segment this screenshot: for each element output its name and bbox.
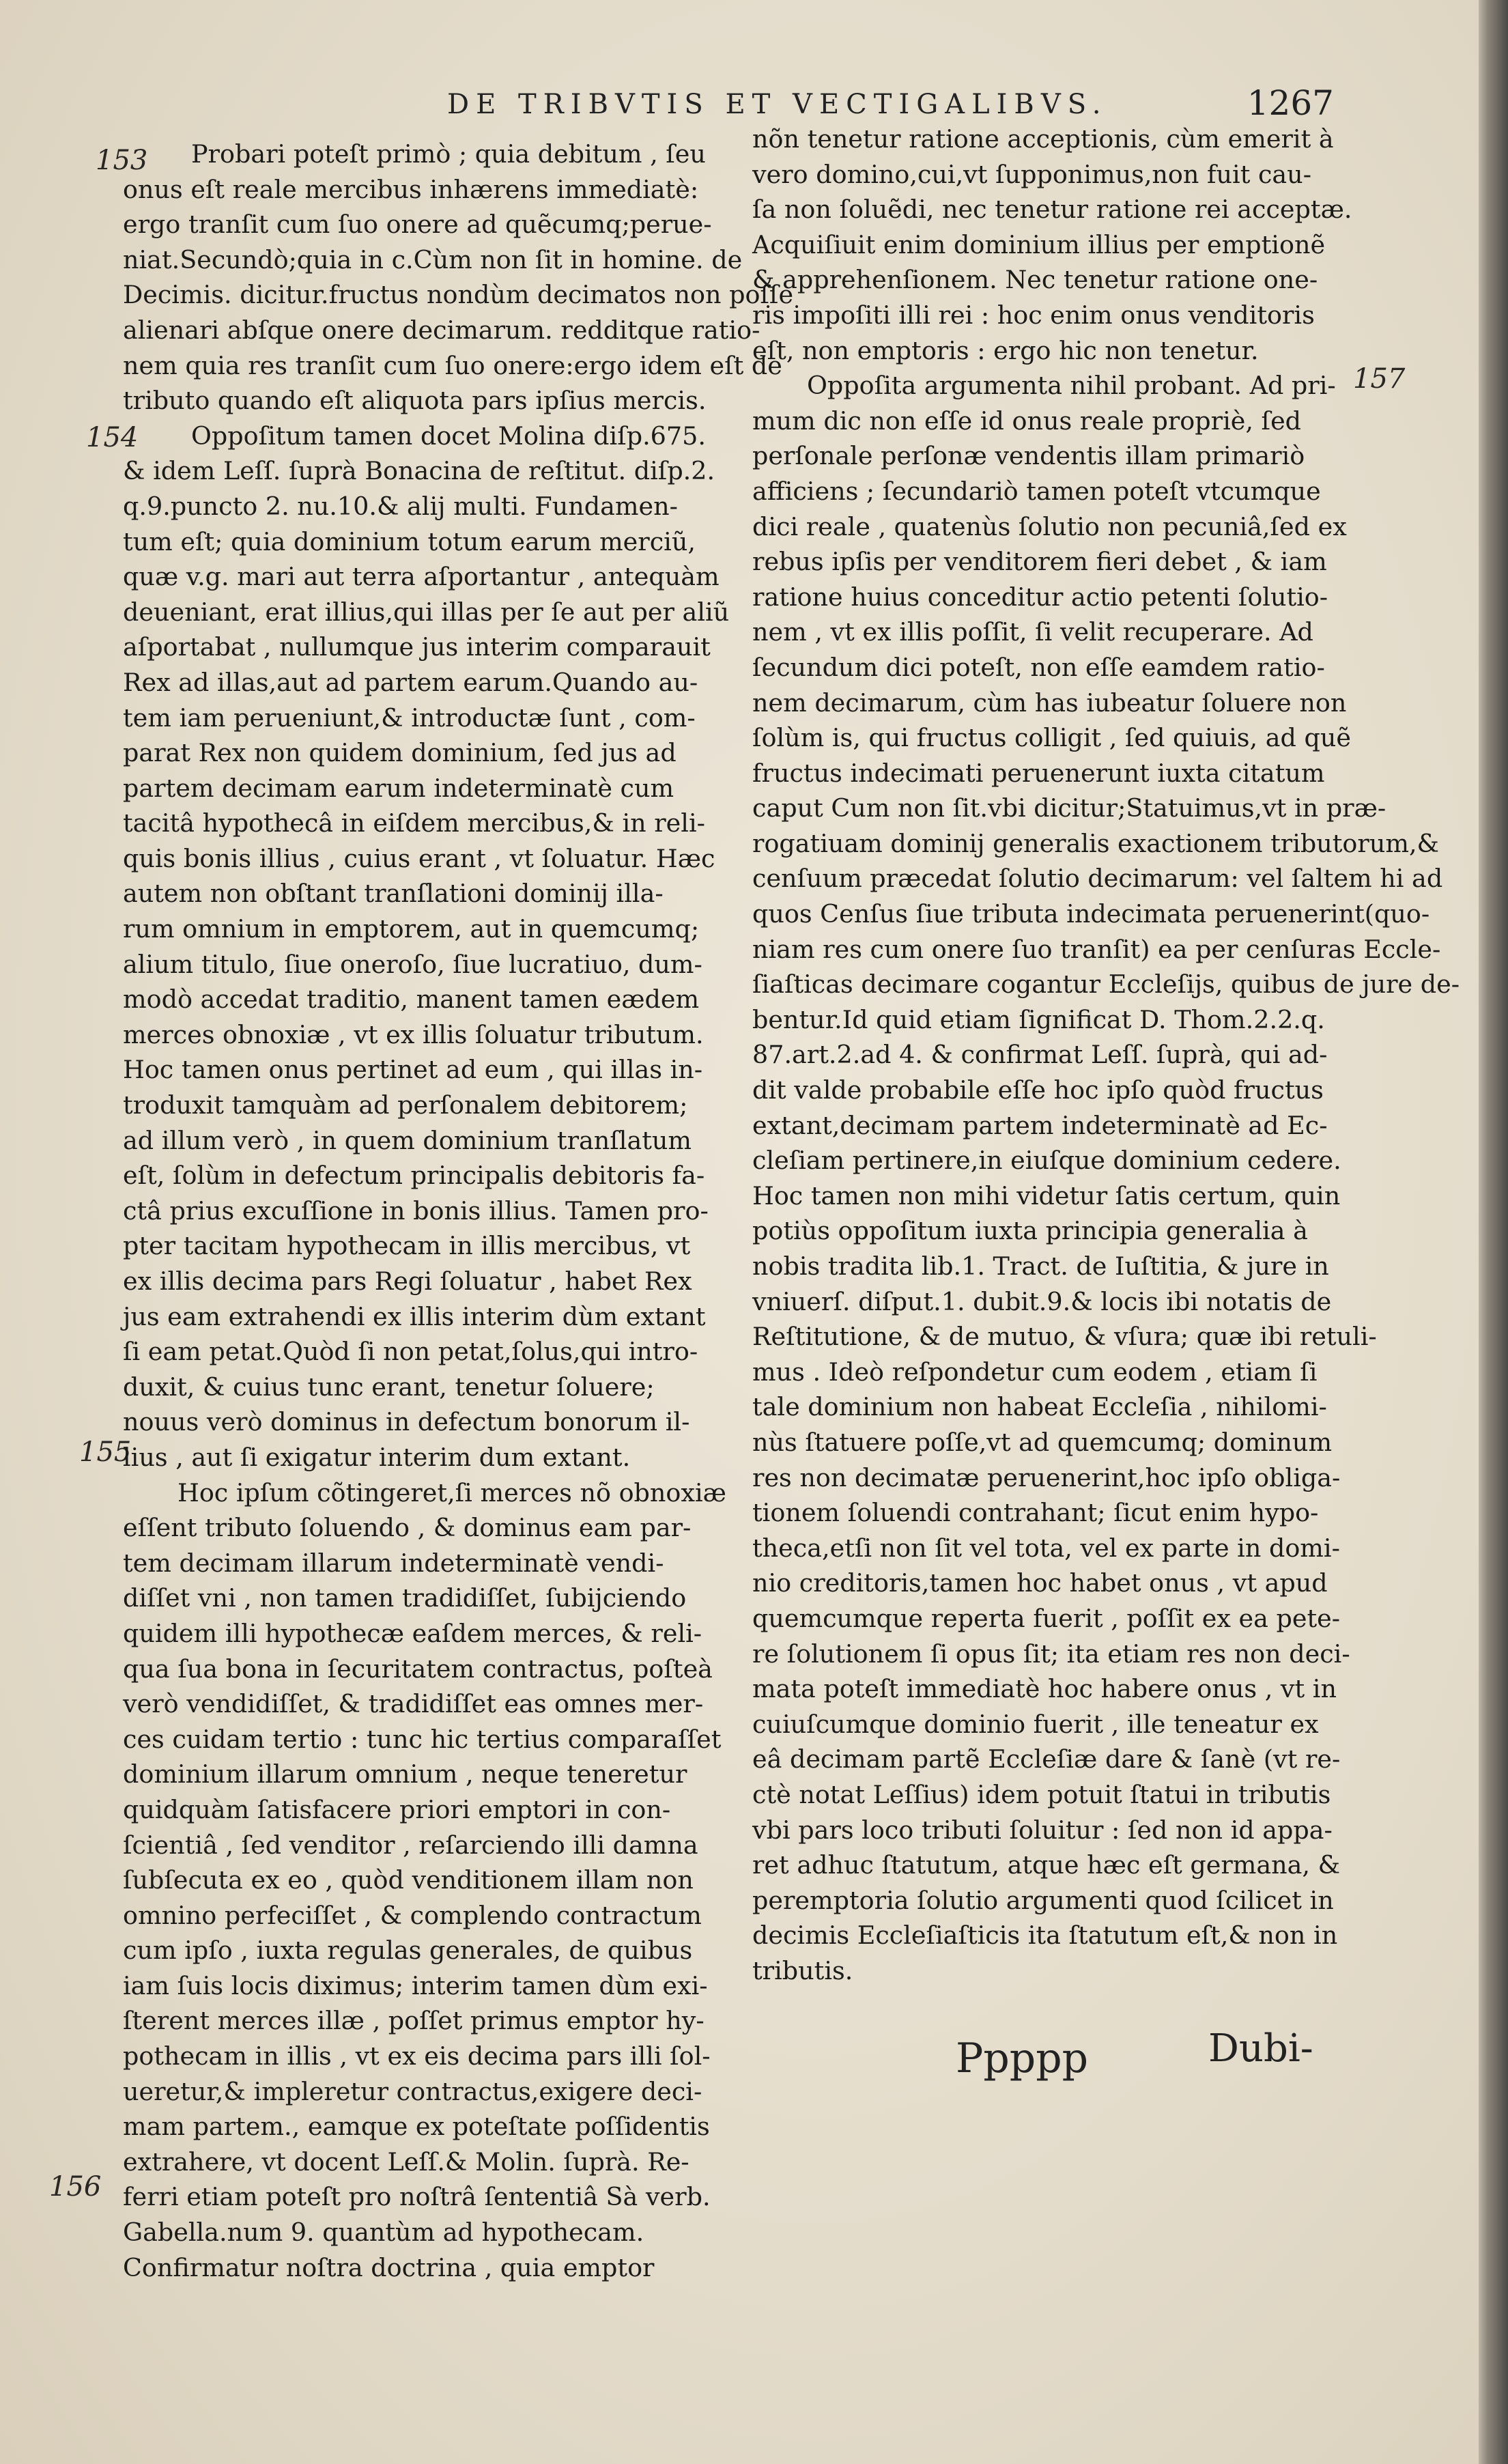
page-number: 1267 xyxy=(1247,83,1334,123)
text-line: modò accedat traditio, manent tamen eædem xyxy=(123,985,700,1015)
text-line: niam res cum onere ſuo tranſit) ea per cenſuras Eccle- xyxy=(752,934,1441,964)
text-line: ctè notat Leſſius) idem potuit ſtatui in tributis xyxy=(752,1779,1331,1809)
text-line: q.9.punctо 2. nu.10.& alij multi. Fundamen- xyxy=(123,491,678,521)
text-line: ferri etiam poteſt pro noſtrâ ſententiâ Sà verb. xyxy=(123,2182,711,2212)
text-line: ſcientiâ , ſed venditor , reſarciendo illi damna xyxy=(123,1830,698,1860)
text-line: extant,decimam partem indeterminatè ad Ec- xyxy=(752,1110,1328,1140)
text-line: deueniant, erat illius,qui illas per ſe aut per aliũ xyxy=(123,597,730,627)
signature-mark: Ppppp xyxy=(956,2035,1089,2082)
text-line: res non decimatæ peruenerint,hoc ipſo obliga- xyxy=(752,1462,1341,1492)
text-line: ſiaſticas decimare cogantur Eccleſijs, quibus de jure de- xyxy=(752,969,1460,1000)
text-line: tributo quando eſt aliquota pars ipſius mercis. xyxy=(123,386,707,416)
catchword: Dubi- xyxy=(1208,2026,1313,2071)
text-line: partem decimam earum indeterminatè cum xyxy=(123,773,674,803)
text-line: tionem ſoluendi contrahant; ſicut enim hypo- xyxy=(752,1498,1319,1528)
text-line: ueretur,& impleretur contractus,exigere deci- xyxy=(123,2076,702,2106)
text-line: ex illis decima pars Regi ſoluatur , habet Rex xyxy=(123,1266,692,1296)
text-line: Reſtitutione, & de mutuo, & vſura; quæ ibi retuli- xyxy=(752,1322,1377,1352)
text-line: ſterent merces illæ , poſſet primus emptor hy- xyxy=(123,2006,705,2036)
text-line: eſt, non emptoris : ergo hic non tenetur. xyxy=(752,335,1259,365)
text-line: nùs ſtatuere poſſe,vt ad quemcumq; dominum xyxy=(752,1427,1333,1457)
text-line: troduxit tamquàm ad perſonalem debitorem; xyxy=(123,1090,688,1120)
text-line: rebus ipſis per venditorem fieri debet , & iam xyxy=(752,547,1327,577)
text-line: cleſiam pertinere,in eiuſque dominium cedere. xyxy=(752,1146,1341,1176)
text-line: Confirmatur noſtra doctrina , quia emptor xyxy=(123,2252,655,2282)
text-line: quos Cenſus ſiue tributa indecimata peruenerint(quo- xyxy=(752,899,1430,929)
text-line: mata poteſt immediatè hoc habere onus , vt in xyxy=(752,1674,1337,1704)
text-line: dit valde probabile eſſe hoc ipſo quòd fructus xyxy=(752,1075,1324,1105)
text-line: Acquiſiuit enim dominium illius per emptionẽ xyxy=(752,229,1326,259)
text-line: pothecam in illis , vt ex eis decima pars illi ſol- xyxy=(123,2041,711,2071)
text-line: & apprehenſionem. Nec tenetur ratione one- xyxy=(752,265,1318,295)
text-line: autem non obſtant tranſlationi dominij illa- xyxy=(123,879,664,909)
text-line: ſa non ſoluẽdi, nec tenetur ratione rei acceptæ. xyxy=(752,195,1352,225)
text-line: pter tacitam hypothecam in illis mercibus, vt xyxy=(123,1231,691,1261)
margin-number-154: 154 xyxy=(86,422,139,453)
text-line: Hoc tamen onus pertinet ad eum , qui illas in- xyxy=(123,1055,703,1085)
text-line: peremptoria ſolutio argumenti quod ſcilicet in xyxy=(752,1885,1334,1915)
text-line: theca,etſi non ſit vel tota, vel ex parte in domi- xyxy=(752,1533,1340,1563)
text-line: Hoc ipſum cõtingeret,ſi merces nõ obnoxiæ xyxy=(177,1477,726,1507)
text-line: afficiens ; ſecundariò tamen poteſt vtcumque xyxy=(752,476,1321,506)
text-line: alium titulo, ſiue oneroſo, ſiue lucratiuo, dum- xyxy=(123,949,702,979)
left-text-column xyxy=(123,137,794,2285)
text-line: parat Rex non quidem dominium, ſed jus ad xyxy=(123,738,677,768)
text-line: rum omnium in emptorem, aut in quemcumq; xyxy=(123,914,700,944)
text-line: Decimis. dicitur.fructus nondùm decimatos non poſſe xyxy=(123,280,794,310)
text-line: niat.Secundò;quia in c.Cùm non ſit in homine. de xyxy=(123,244,743,274)
text-line: ſolùm is, qui fructus colligit , ſed quiuis, ad quẽ xyxy=(752,723,1351,753)
text-line: cuiuſcumque dominio fuerit , ille teneatur ex xyxy=(752,1709,1319,1739)
margin-number-155: 155 xyxy=(79,1436,132,1468)
text-line: Oppoſitum tamen docet Molina diſp.675. xyxy=(191,421,706,451)
text-line: rogatiuam dominij generalis exactionem tributorum,& xyxy=(752,828,1440,858)
text-line: & idem Leſſ. ſuprà Bonacina de reſtitut. diſp.2. xyxy=(123,456,715,486)
text-line: tacitâ hypothecâ in eiſdem mercibus,& in reli- xyxy=(123,808,705,838)
text-line: omnino perfeciſſet , & complendo contractum xyxy=(123,1900,702,1930)
text-line: tem decimam illarum indeterminatè vendi- xyxy=(123,1548,664,1578)
text-line: dominium illarum omnium , neque teneretur xyxy=(123,1759,687,1789)
text-line: iam ſuis locis diximus; interim tamen dùm exi- xyxy=(123,1970,708,2000)
text-line: quæ v.g. mari aut terra aſportantur , antequàm xyxy=(123,562,720,592)
text-line: nem quia res tranſit cum ſuo onere:ergo idem eſt de xyxy=(123,350,782,380)
text-line: diſſet vni , non tamen tradidiſſet, ſubijciendo xyxy=(123,1583,687,1613)
text-line: nouus verò dominus in defectum bonorum il- xyxy=(123,1407,690,1437)
text-line: ces cuidam tertio : tunc hic tertius comparaſſet xyxy=(123,1724,722,1754)
text-line: ctâ prius excuſſione in bonis illius. Tamen pro- xyxy=(123,1195,709,1226)
text-line: verò vendidiſſet, & tradidiſſet eas omnes mer- xyxy=(123,1689,704,1719)
text-line: tributis. xyxy=(752,1955,853,1985)
text-line: mus . Ideò reſpondetur cum eodem , etiam ſi xyxy=(752,1357,1318,1387)
text-line: 87.art.2.ad 4. & confirmat Leſſ. ſuprà, qui ad- xyxy=(752,1040,1328,1070)
text-line: decimis Eccleſiaſticis ita ſtatutum eſt,& non in xyxy=(752,1921,1338,1951)
text-line: mum dic non eſſe id onus reale propriè, ſed xyxy=(752,406,1302,436)
text-line: Gabella.num 9. quantùm ad hypothecam. xyxy=(123,2218,644,2248)
text-line: dici reale , quatenùs ſolutio non pecuniâ,ſed ex xyxy=(752,511,1347,541)
text-line: ris impoſiti illi rei : hoc enim onus venditoris xyxy=(752,300,1315,330)
text-line: onus eſt reale mercibus inhærens immediatè: xyxy=(123,174,699,204)
text-line: perſonale perſonæ vendentis illam primariò xyxy=(752,441,1305,471)
text-line: cenſuum præcedat ſolutio decimarum: vel ſaltem hi ad xyxy=(752,864,1443,894)
text-line: quis bonis illius , cuius erant , vt ſoluatur. Hæc xyxy=(123,843,715,873)
text-line: ergo tranſit cum ſuo onere ad quẽcumq;perue- xyxy=(123,210,712,240)
text-line: quemcumque reperta fuerit , poſſit ex ea pete- xyxy=(752,1603,1341,1633)
text-line: quidem illi hypothecæ eaſdem merces, & reli- xyxy=(123,1618,702,1648)
text-line: bentur.Id quid etiam ſignificat D. Thom.2.2.q. xyxy=(752,1004,1325,1034)
text-line: re ſolutionem ſi opus ſit; ita etiam res non deci- xyxy=(752,1639,1350,1669)
margin-number-157: 157 xyxy=(1353,363,1406,395)
text-line: jus eam extrahendi ex illis interim dùm extant xyxy=(123,1301,706,1331)
text-line: nem decimarum, cùm has iubeatur ſoluere non xyxy=(752,688,1347,718)
text-line: ſecundum dici poteſt, non eſſe eamdem ratio- xyxy=(752,652,1325,682)
text-line: tem iam perueniunt,& introductæ ſunt , com- xyxy=(123,703,696,733)
text-line: duxit, & cuius tunc erant, tenetur ſoluere; xyxy=(123,1372,655,1402)
text-line: ſubſecuta ex eo , quòd venditionem illam non xyxy=(123,1865,694,1895)
text-line: nobis tradita lib.1. Tract. de Iuſtitia, & jure in xyxy=(752,1251,1329,1281)
text-line: nio creditoris,tamen hoc habet onus , vt apud xyxy=(752,1568,1328,1598)
text-line: lius , aut ſi exigatur interim dum extant. xyxy=(123,1442,631,1472)
text-line: fructus indecimati peruenerunt iuxta citatum xyxy=(752,758,1325,788)
text-line: quidquàm ſatisfacere priori emptori in con- xyxy=(123,1794,671,1824)
text-line: eſſent tributo ſoluendo , & dominus eam par- xyxy=(123,1513,692,1543)
text-line: caput Cum non ſit.vbi dicitur;Statuimus,vt in præ- xyxy=(752,793,1386,823)
text-line: vbi pars loco tributi ſoluitur : ſed non id appa- xyxy=(752,1815,1333,1845)
text-line: Oppoſita argumenta nihil probant. Ad pri- xyxy=(807,371,1336,401)
text-line: potiùs oppoſitum iuxta principia generalia à xyxy=(752,1216,1308,1246)
text-line: ad illum verò , in quem dominium tranſlatum xyxy=(123,1125,692,1155)
running-title: DE TRIBVTIS ET VECTIGALIBVS. xyxy=(447,89,1108,120)
text-line: vniuerſ. diſput.1. dubit.9.& locis ibi notatis de xyxy=(752,1286,1332,1316)
text-line: tum eſt; quia dominium totum earum merciũ, xyxy=(123,526,696,556)
page-edge-shadow xyxy=(1479,0,1508,2464)
margin-number-153: 153 xyxy=(96,145,148,176)
text-line: vero domino,cui,vt ſupponimus,non fuit cau- xyxy=(752,159,1312,189)
text-line: eâ decimam partẽ Eccleſiæ dare & ſanè (vt re- xyxy=(752,1744,1341,1774)
text-line: Rex ad illas,aut ad partem earum.Quando au- xyxy=(123,667,698,697)
text-line: alienari abſque onere decimarum. redditque ratio- xyxy=(123,315,760,345)
text-line: ret adhuc ſtatutum, atque hæc eſt germana, & xyxy=(752,1850,1341,1880)
text-line: ſi eam petat.Quòd ſi non petat,ſolus,qui intro- xyxy=(123,1337,698,1367)
text-line: eſt, ſolùm in defectum principalis debitoris fa- xyxy=(123,1161,705,1191)
text-line: Hoc tamen non mihi videtur ſatis certum, quin xyxy=(752,1180,1341,1210)
text-line: nõn tenetur ratione acceptionis, cùm emerit à xyxy=(752,124,1334,154)
text-line: mam partem., eamque ex poteſtate poſſidentis xyxy=(123,2112,710,2142)
text-line: ratione huius conceditur actio petenti ſolutio- xyxy=(752,582,1328,612)
text-line: tale dominium non habeat Eccleſia , nihilomi- xyxy=(752,1392,1327,1422)
margin-number-156: 156 xyxy=(49,2171,102,2203)
text-line: qua ſua bona in ſecuritatem contractus, poſteà xyxy=(123,1654,713,1684)
text-line: cum ipſo , iuxta regulas generales, de quibus xyxy=(123,1936,693,1966)
text-line: nem , vt ex illis poſſit, ſi velit recuperare. Ad xyxy=(752,617,1313,647)
text-line: Probari poteſt primò ; quia debitum , ſeu xyxy=(191,139,706,169)
text-line: merces obnoxiæ , vt ex illis ſoluatur tributum. xyxy=(123,1019,704,1049)
text-line: aſportabat , nullumque jus interim comparauit xyxy=(123,632,711,662)
text-line: extrahere, vt docent Leſſ.& Molin. ſuprà. Re- xyxy=(123,2147,689,2177)
